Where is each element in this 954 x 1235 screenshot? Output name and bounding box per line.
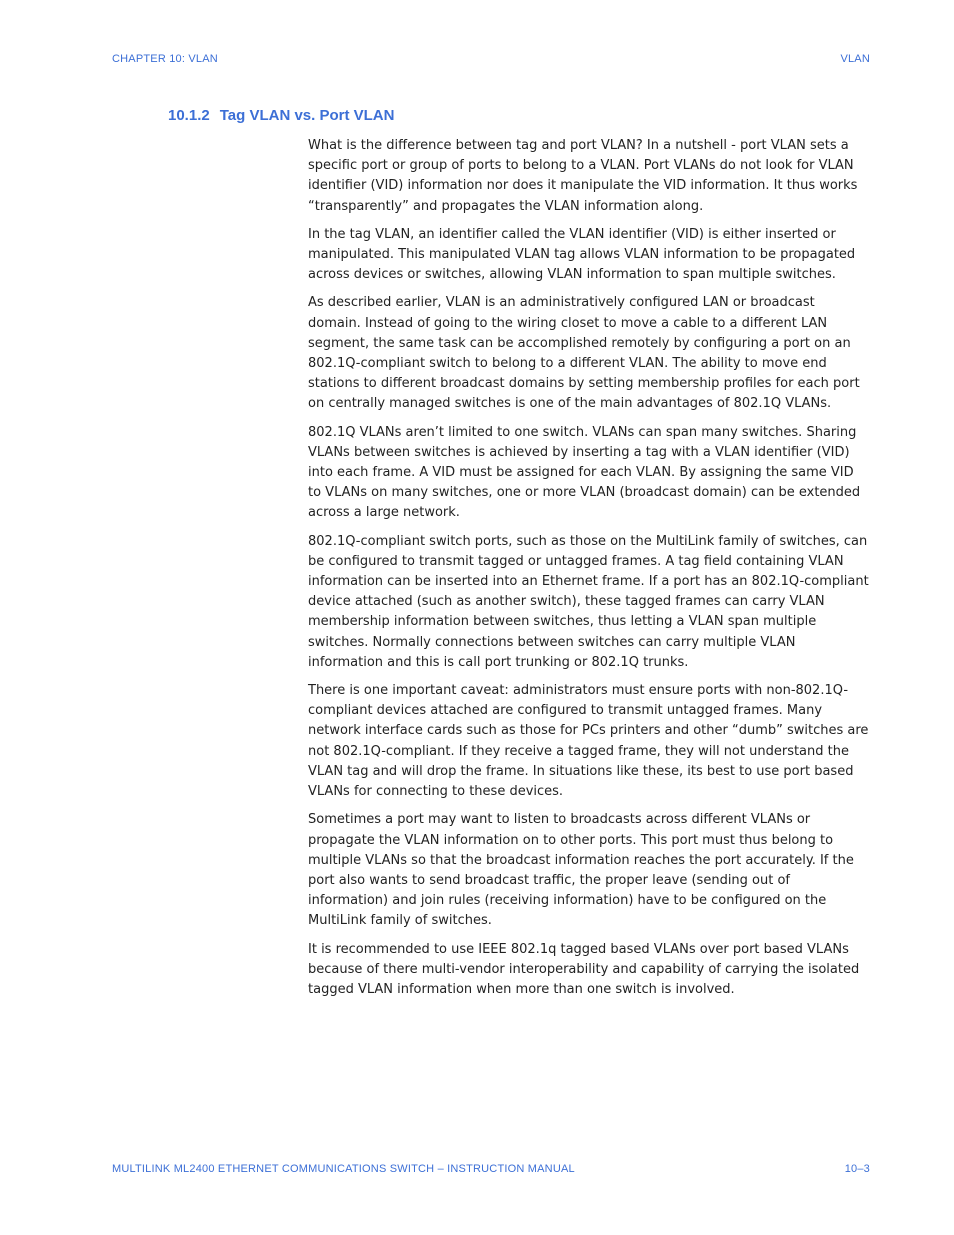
manual-title: MULTILINK ML2400 ETHERNET COMMUNICATIONS SWITCH – INSTRUCTION MANUAL (112, 1163, 575, 1175)
section-title: Tag VLAN vs. Port VLAN (219, 107, 395, 124)
body-text (308, 136, 870, 1008)
paragraph: It is recommended to use IEEE 802.1q tagged based VLANs over port based VLANs because of there multi-vendor interoperability and capability of carrying the isolated tagged VLAN information when more than one switch is involved. (308, 941, 860, 997)
paragraph: What is the difference between tag and port VLAN? In a nutshell - port VLAN sets a specific port or group of ports to belong to a VLAN. Port VLANs do not look for VLAN identifier (VID) information nor does it manipulate the VID information. It thus works “transparently” and propagates the VLAN information along. (308, 138, 858, 214)
paragraph: As described earlier, VLAN is an administratively configured LAN or broadcast domain. Instead of going to the wiring closet to move a cable to a different LAN segment, the same task can be accomplished remotely by configuring a port on an 802.1Q-compliant switch to belong to a different VLAN. The ability to move end stations to different broadcast domains by setting membership profiles for each port on centrally managed switches is one of the main advantages of 802.1Q VLANs. (308, 295, 860, 412)
running-header (112, 53, 870, 65)
section-label: VLAN (840, 53, 870, 65)
running-footer (112, 1163, 870, 1175)
page-number: 10–3 (844, 1163, 870, 1175)
section-heading (168, 107, 394, 124)
section-number: 10.1.2 (168, 107, 210, 124)
paragraph: 802.1Q-compliant switch ports, such as those on the MultiLink family of switches, can be configured to transmit tagged or untagged frames. A tag field containing VLAN information can be inserted into an Ethernet frame. If a port has an 802.1Q-compliant device attached (such as another switch), these tagged frames can carry VLAN membership information between switches, thus letting a VLAN span multiple switches. Normally connections between switches can carry multiple VLAN information and this is call port trunking or 802.1Q trunks. (308, 533, 869, 670)
paragraph: 802.1Q VLANs aren’t limited to one switch. VLANs can span many switches. Sharing VLANs between switches is achieved by inserting a tag with a VLAN identifier (VID) into each frame. A VID must be assigned for each VLAN. By assigning the same VID to VLANs on many switches, one or more VLAN (broadcast domain) can be extended across a large network. (308, 424, 861, 521)
chapter-label: CHAPTER 10: VLAN (112, 53, 218, 65)
paragraph: In the tag VLAN, an identifier called the VLAN identifier (VID) is either inserted or manipulated. This manipulated VLAN tag allows VLAN information to be propagated across devices or switches, allowing VLAN information to span multiple switches. (308, 226, 856, 283)
paragraph: Sometimes a port may want to listen to broadcasts across different VLANs or propagate the VLAN information on to other ports. This port must thus belong to multiple VLANs so that the broadcast information reaches the port accurately. If the port also wants to send broadcast traffic, the proper leave (sending out of information) and join rules (receiving information) have to be configured on the MultiLink family of switches. (308, 812, 854, 929)
paragraph: There is one important caveat: administrators must ensure ports with non-802.1Q-compliant devices attached are configured to transmit untagged frames. Many network interface cards such as those for PCs printers and other “dumb” switches are not 802.1Q-compliant. If they receive a tagged frame, they will not understand the VLAN tag and will drop the frame. In situations like these, its best to use port based VLANs for connecting to these devices. (308, 683, 869, 800)
